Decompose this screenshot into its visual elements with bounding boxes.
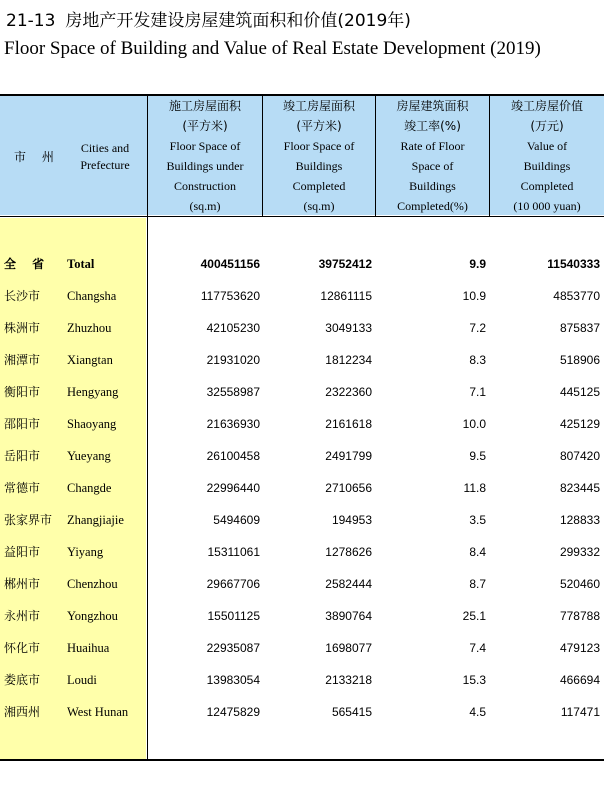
completed-value-cell: 466694 (559, 673, 600, 687)
header-cn: 房屋建筑面积 (396, 99, 469, 113)
completion-rate-cell: 10.0 (462, 417, 486, 431)
completion-rate-cell: 4.5 (469, 705, 486, 719)
construction-area-cell: 12475829 (206, 705, 260, 719)
header-col-construction (148, 96, 262, 216)
city-name-cn: 张家界市 (4, 513, 53, 527)
header-col-rate (376, 96, 489, 216)
completed-area-cell: 2161618 (325, 417, 372, 431)
table-row (0, 440, 604, 472)
header-en: Floor Space of (283, 139, 355, 153)
city-name-en: Huaihua (67, 641, 110, 655)
table-row (0, 280, 604, 312)
completion-rate-cell: 10.9 (462, 289, 486, 303)
completion-rate-cell: 25.1 (462, 609, 486, 623)
city-name-cn: 郴州市 (4, 577, 41, 591)
completion-rate-cell: 7.4 (469, 641, 486, 655)
completion-rate-cell: 8.4 (469, 545, 486, 559)
completed-area-cell: 1812234 (325, 353, 372, 367)
construction-area-cell: 400451156 (200, 257, 260, 271)
completed-value-cell: 4853770 (553, 289, 600, 303)
construction-area-cell: 22935087 (206, 641, 260, 655)
city-name-en: Yiyang (67, 545, 104, 559)
header-unit: Completed(%) (397, 199, 468, 213)
completed-area-cell: 2491799 (325, 449, 372, 463)
city-name-en: Xiangtan (67, 353, 113, 367)
city-name-en: Changde (67, 481, 112, 495)
table-row (0, 504, 604, 536)
city-name-cn: 长沙市 (4, 289, 41, 303)
city-name-cn: 益阳市 (4, 545, 41, 559)
completed-area-cell: 565415 (331, 705, 372, 719)
completed-area-cell: 3049133 (325, 321, 372, 335)
construction-area-cell: 5494609 (213, 513, 260, 527)
table-row (0, 312, 604, 344)
header-cn: 施工房屋面积 (168, 99, 241, 113)
completed-value-cell: 520460 (559, 577, 600, 591)
table-title-en: Floor Space of Building and Value of Real Estate Development (2019) (4, 38, 541, 59)
completed-value-cell: 128833 (559, 513, 600, 527)
city-name-en: Changsha (67, 289, 117, 303)
table-number: 21-13 (6, 11, 56, 31)
city-name-cn: 常德市 (4, 481, 41, 495)
header-col-completed (263, 96, 375, 216)
construction-area-cell: 42105230 (206, 321, 260, 335)
construction-area-cell: 21931020 (206, 353, 260, 367)
construction-area-cell: 13983054 (206, 673, 260, 687)
construction-area-cell: 15501125 (207, 609, 260, 623)
table-row (0, 600, 604, 632)
city-name-cn: 岳阳市 (4, 449, 41, 463)
table-row (0, 376, 604, 408)
city-name-cn: 全 省 (4, 257, 51, 271)
city-name-en: Yongzhou (67, 609, 118, 623)
construction-area-cell: 15311061 (207, 545, 260, 559)
completed-value-cell: 11540333 (547, 257, 600, 271)
completed-value-cell: 425129 (559, 417, 600, 431)
completion-rate-cell: 8.3 (469, 353, 486, 367)
table-row (0, 408, 604, 440)
completed-value-cell: 299332 (559, 545, 600, 559)
city-name-cn: 邵阳市 (4, 417, 41, 431)
table-title-cn (6, 6, 411, 31)
header-unit: (sq.m) (303, 199, 335, 213)
completed-area-cell: 12861115 (320, 289, 372, 303)
header-cn: 竣工房屋价值 (510, 99, 583, 113)
header-en: Value of (526, 139, 568, 153)
city-name-cn: 衡阳市 (4, 385, 41, 399)
header-city (0, 96, 146, 216)
header-en: Construction (174, 179, 236, 193)
construction-area-cell: 117753620 (200, 289, 260, 303)
header-en: Completed (520, 179, 574, 193)
header-cn: 竣工房屋面积 (282, 99, 355, 113)
table-row (0, 696, 604, 728)
completed-area-cell: 1698077 (325, 641, 372, 655)
completed-value-cell: 117471 (560, 705, 600, 719)
city-name-en: Total (67, 257, 95, 271)
construction-area-cell: 21636930 (206, 417, 260, 431)
table-row (0, 536, 604, 568)
completed-value-cell: 823445 (559, 481, 600, 495)
table-row (0, 472, 604, 504)
header-cn-unit: (万元) (530, 119, 564, 133)
header-unit: (sq.m) (189, 199, 221, 213)
completion-rate-cell: 15.3 (462, 673, 486, 687)
header-col-value (490, 96, 604, 216)
completed-area-cell: 194953 (331, 513, 372, 527)
completion-rate-cell: 11.8 (463, 481, 486, 495)
bottom-rule (0, 759, 604, 761)
header-city-en: Cities and Prefecture (80, 141, 130, 172)
city-name-cn: 怀化市 (4, 641, 41, 655)
total-row (0, 248, 604, 280)
city-name-en: Zhuzhou (67, 321, 112, 335)
completed-value-cell: 518906 (559, 353, 600, 367)
city-name-cn: 湘西州 (4, 705, 41, 719)
header-en: Completed (292, 179, 346, 193)
construction-area-cell: 26100458 (206, 449, 260, 463)
completed-value-cell: 778788 (559, 609, 600, 623)
completion-rate-cell: 9.5 (469, 449, 486, 463)
completed-area-cell: 2710656 (325, 481, 372, 495)
completion-rate-cell: 7.1 (469, 385, 486, 399)
completed-area-cell: 3890764 (325, 609, 372, 623)
completed-area-cell: 2582444 (325, 577, 372, 591)
completed-value-cell: 875837 (559, 321, 600, 335)
header-en: Space of (411, 159, 454, 173)
completed-area-cell: 2133218 (325, 673, 372, 687)
header-divider (0, 216, 604, 217)
completed-value-cell: 445125 (559, 385, 600, 399)
construction-area-cell: 29667706 (206, 577, 260, 591)
completed-value-cell: 807420 (559, 449, 600, 463)
city-name-en: West Hunan (67, 705, 129, 719)
header-en: Buildings (409, 179, 456, 193)
city-name-en: Hengyang (67, 385, 119, 399)
header-en: Floor Space of (169, 139, 241, 153)
city-name-cn: 永州市 (4, 609, 41, 623)
header-cn-unit: (平方米) (296, 119, 342, 133)
header-en: Buildings (295, 159, 343, 173)
construction-area-cell: 22996440 (206, 481, 260, 495)
table-row (0, 568, 604, 600)
city-name-cn: 娄底市 (4, 673, 41, 687)
completion-rate-cell: 9.9 (469, 257, 486, 271)
city-name-cn: 湘潭市 (4, 353, 41, 367)
completion-rate-cell: 3.5 (469, 513, 486, 527)
table-row (0, 344, 604, 376)
table-row (0, 664, 604, 696)
header-city-cn: 市 州 (14, 150, 60, 164)
completed-value-cell: 479123 (559, 641, 600, 655)
city-name-en: Chenzhou (67, 577, 118, 591)
header-en: Buildings (523, 159, 571, 173)
header-unit: (10 000 yuan) (513, 199, 581, 213)
city-name-en: Yueyang (67, 449, 111, 463)
completed-area-cell: 2322360 (325, 385, 372, 399)
completion-rate-cell: 8.7 (469, 577, 486, 591)
completed-area-cell: 1278626 (325, 545, 372, 559)
construction-area-cell: 32558987 (206, 385, 260, 399)
header-cn-unit: 竣工率(%) (404, 119, 461, 133)
header-en: Buildings under (166, 159, 244, 173)
table-row (0, 632, 604, 664)
city-name-en: Shaoyang (67, 417, 117, 431)
completed-area-cell: 39752412 (318, 257, 372, 271)
header-en: Rate of Floor (400, 139, 465, 153)
title-cn-text: 房地产开发建设房屋建筑面积和价值(2019年) (65, 11, 411, 31)
city-name-cn: 株洲市 (4, 321, 41, 335)
header-cn-unit: (平方米) (182, 119, 228, 133)
completion-rate-cell: 7.2 (469, 321, 486, 335)
city-name-en: Zhangjiajie (67, 513, 124, 527)
city-name-en: Loudi (67, 673, 97, 687)
